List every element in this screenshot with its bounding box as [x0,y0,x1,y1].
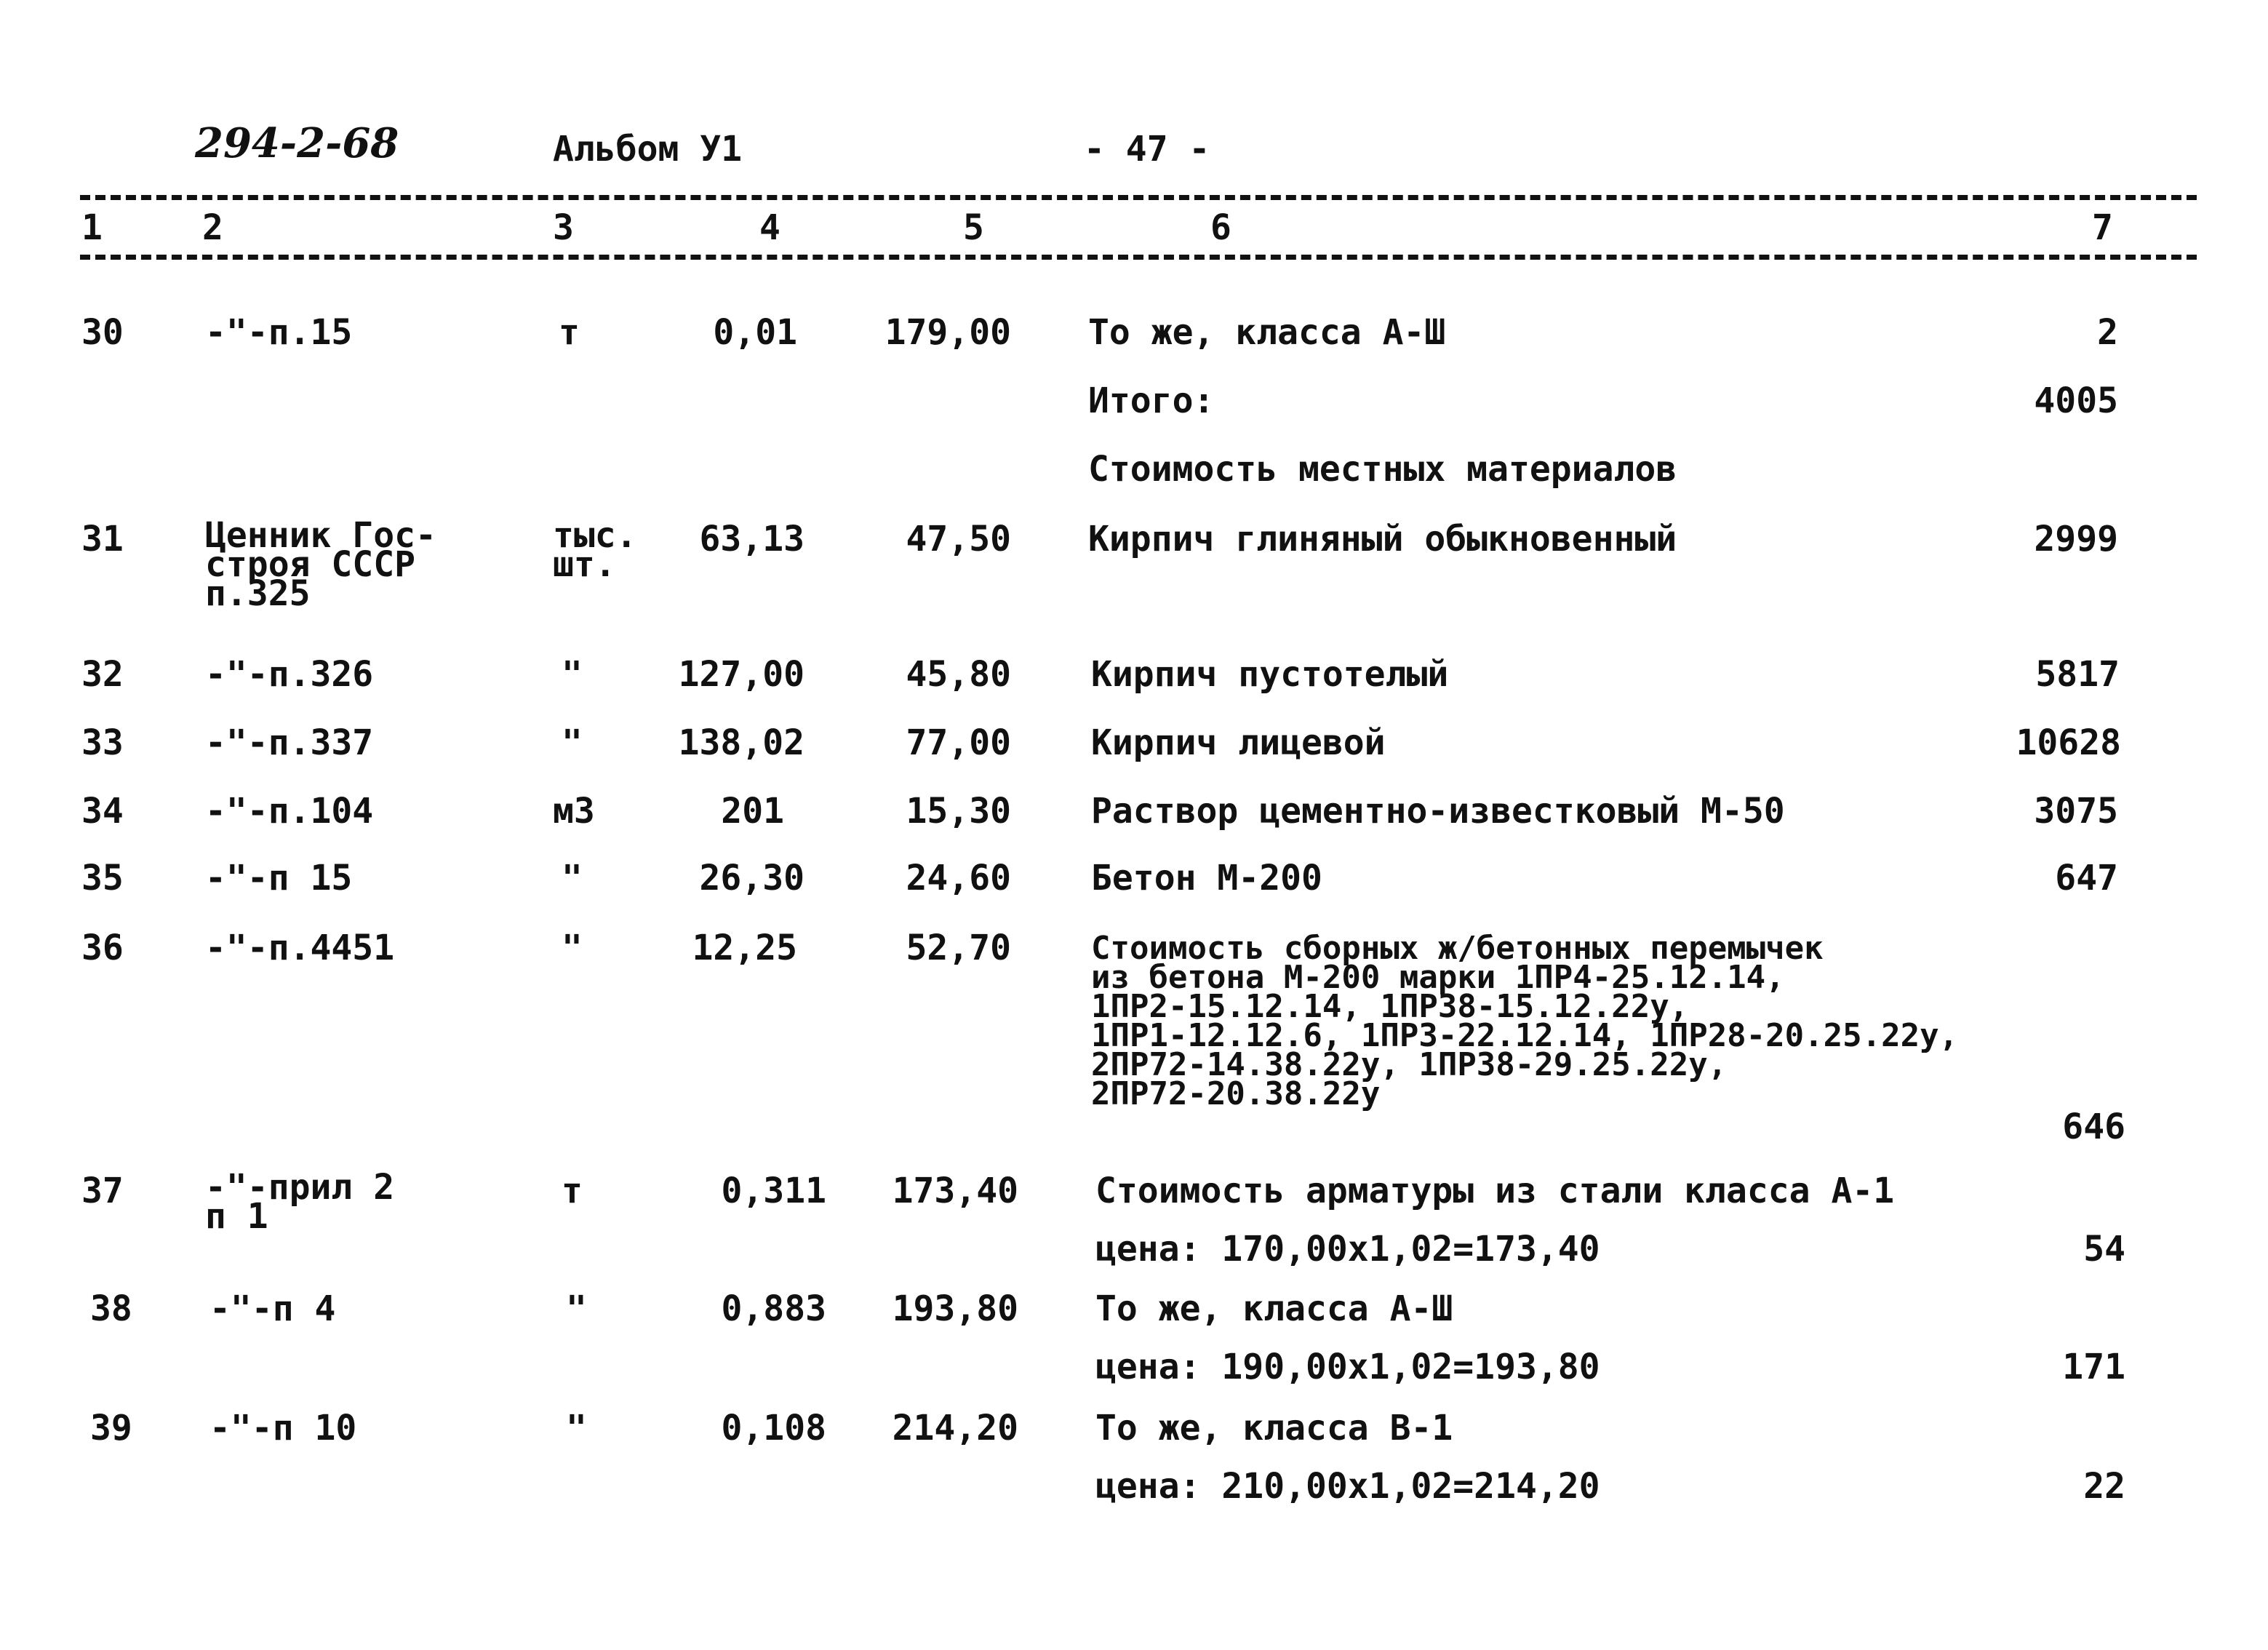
row-price-formula: цена: 210,00х1,02=214,20 [1095,1466,1600,1507]
section-heading: Стоимость местных материалов [1088,449,1677,490]
row-total: 22 [2083,1466,2125,1507]
row-price: 52,70 [906,928,1011,968]
row-total: 54 [2083,1229,2125,1270]
row-reference: Ценник Гос- строя СССР п.325 [205,515,436,614]
album-title: Альбом У1 [553,129,743,170]
row-description: Раствор цементно-известковый М-50 [1091,791,1785,832]
row-number: 36 [81,928,124,968]
row-total: 647 [2055,858,2118,898]
row-total: 2 [2097,312,2118,353]
page-number: - 47 - [1084,129,1210,170]
row-description: То же, класса В-1 [1095,1408,1453,1448]
row-description: Кирпич пустотелый [1091,654,1449,695]
row-unit: " [562,928,583,968]
column-header-1: 1 [81,207,103,248]
row-reference: -"-п 10 [209,1408,357,1448]
row-unit: " [566,1288,587,1329]
row-unit: тыс. шт. [553,515,637,585]
column-header-7: 7 [2092,207,2113,248]
row-description: То же, класса А-Ш [1095,1288,1453,1329]
row-description: То же, класса А-Ш [1088,312,1446,353]
row-reference: -"-п.15 [205,312,353,353]
column-header-2: 2 [202,207,223,248]
row-unit: " [562,858,583,898]
row-reference: -"-п.326 [205,654,374,695]
row-reference: -"-п 15 [205,858,353,898]
row-price: 214,20 [892,1408,1018,1448]
row-number: 37 [81,1171,124,1211]
row-price: 179,00 [885,312,1011,353]
row-description: Кирпич лицевой [1091,722,1386,763]
row-number: 31 [81,519,124,559]
row-price: 173,40 [892,1171,1018,1211]
row-unit: м3 [553,791,595,832]
document-code: 294-2-68 [195,119,399,167]
row-price: 15,30 [906,791,1011,832]
column-header-6: 6 [1210,207,1231,248]
row-total: 5817 [2035,654,2120,695]
row-price-formula: цена: 190,00х1,02=193,80 [1095,1347,1600,1387]
subtotal-label: Итого: [1088,380,1215,421]
row-total: 171 [2062,1347,2125,1387]
row-unit: " [562,722,583,763]
row-unit: " [566,1408,587,1448]
row-reference: -"-п.104 [205,791,374,832]
row-number: 33 [81,722,124,763]
row-description: Кирпич глиняный обыкновенный [1088,519,1677,559]
row-number: 32 [81,654,124,695]
row-number: 38 [90,1288,132,1329]
row-unit: т [559,312,580,353]
row-number: 39 [90,1408,132,1448]
row-total: 3075 [2034,791,2118,832]
header-top-rule [80,195,2197,200]
column-header-5: 5 [963,207,984,248]
row-price: 24,60 [906,858,1011,898]
row-description: Стоимость сборных ж/бетонных перемычек из бетона М-200 марки 1ПР4-25.12.14, 1ПР2-15.12.14, 1ПР38-15.12.22у, 1ПР1-12.12.6, 1ПР3-22.12.14, 1ПР28-20.25.22у, 2ПР72-14.38.22у, 1ПР38-29.25.22у, 2ПР72-20.38.22у [1091,930,1959,1112]
row-price: 47,50 [906,519,1011,559]
row-total: 646 [2062,1107,2125,1147]
row-description: Бетон М-200 [1091,858,1322,898]
row-description: Стоимость арматуры из стали класса А-1 [1095,1171,1895,1211]
row-number: 30 [81,312,124,353]
row-reference: -"-п.4451 [205,928,395,968]
row-price: 77,00 [906,722,1011,763]
row-quantity: 0,01 [713,312,797,353]
column-header-3: 3 [553,207,574,248]
row-quantity: 63,13 [699,519,804,559]
row-quantity: 12,25 [692,928,797,968]
row-number: 34 [81,791,124,832]
row-quantity: 201 [721,791,784,832]
subtotal-value: 4005 [2034,380,2118,421]
row-price-formula: цена: 170,00х1,02=173,40 [1095,1229,1600,1270]
row-quantity: 138,02 [678,722,804,763]
row-quantity: 0,311 [721,1171,826,1211]
header-bottom-rule [80,255,2197,260]
row-quantity: 0,108 [721,1408,826,1448]
row-total: 10628 [2016,722,2121,763]
row-unit: т [562,1171,583,1211]
row-price: 193,80 [892,1288,1018,1329]
column-header-4: 4 [759,207,780,248]
row-quantity: 127,00 [678,654,804,695]
row-total: 2999 [2034,519,2118,559]
row-price: 45,80 [906,654,1011,695]
row-reference: -"-п 4 [209,1288,336,1329]
row-reference: -"-п.337 [205,722,374,763]
row-quantity: 26,30 [699,858,804,898]
row-number: 35 [81,858,124,898]
row-unit: " [562,654,583,695]
row-reference: -"-прил 2 п 1 [205,1167,395,1237]
row-quantity: 0,883 [721,1288,826,1329]
